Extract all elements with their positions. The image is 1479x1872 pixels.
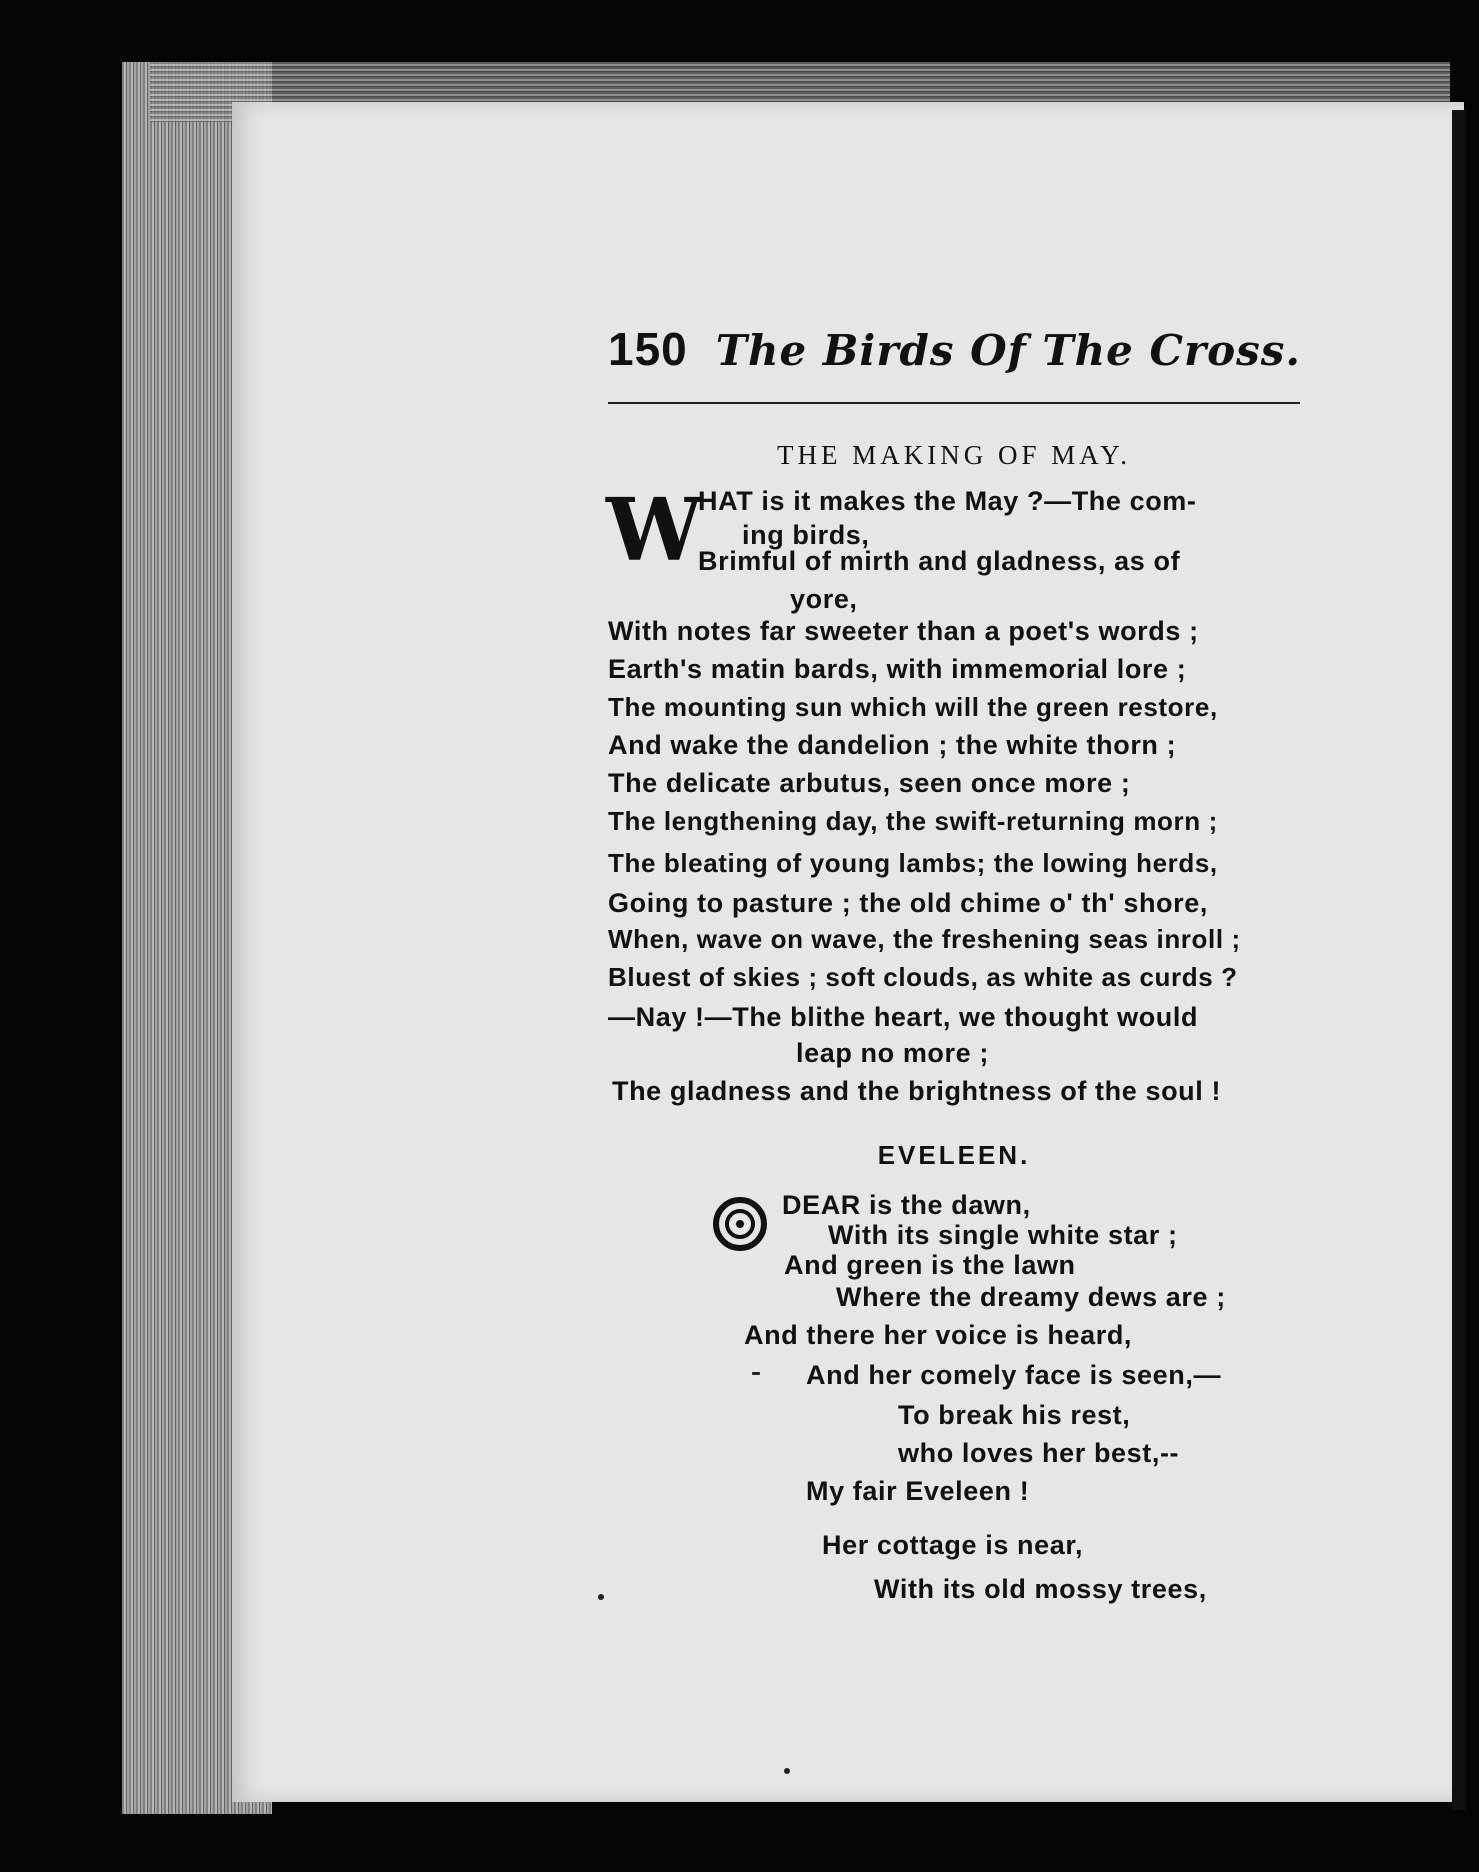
- poem-title-eveleen: EVELEEN.: [877, 1140, 1031, 1170]
- poem-line: The lengthening day, the swift-returning morn ;: [608, 806, 1218, 836]
- print-speck: [752, 1372, 760, 1375]
- drop-cap-w: W: [606, 480, 703, 581]
- poem-line: Earth's matin bards, with immemorial lore ;: [608, 654, 1187, 684]
- poem-line: yore,: [790, 584, 858, 614]
- poem-line: To break his rest,: [898, 1400, 1131, 1430]
- poem-line: And her comely face is seen,—: [806, 1360, 1222, 1390]
- poem-line: leap no more ;: [796, 1038, 989, 1068]
- poem-line: My fair Eveleen !: [806, 1476, 1030, 1506]
- poem-line: who loves her best,--: [898, 1438, 1180, 1468]
- page-number: 150: [608, 323, 688, 375]
- poem-line: With its old mossy trees,: [874, 1574, 1207, 1604]
- poem-line: Where the dreamy dews are ;: [836, 1282, 1226, 1312]
- poem-line: The delicate arbutus, seen once more ;: [608, 768, 1131, 798]
- poem-line: HAT is it makes the May ?—The com-: [698, 486, 1197, 516]
- poem-line: With notes far sweeter than a poet's words ;: [608, 616, 1199, 646]
- poem-line: The gladness and the brightness of the soul !: [612, 1076, 1222, 1106]
- page-header: [608, 322, 1308, 382]
- poem-line: The mounting sun which will the green restore,: [608, 692, 1218, 722]
- poem-line: Her cottage is near,: [822, 1530, 1084, 1560]
- poem-title-making-of-may: THE MAKING OF MAY.: [776, 440, 1132, 470]
- poem-line: ing birds,: [742, 520, 870, 550]
- poem-line: And there her voice is heard,: [744, 1320, 1133, 1350]
- header-rule: [608, 402, 1300, 404]
- poem-line: —Nay !—The blithe heart, we thought would: [608, 1002, 1199, 1032]
- poem-line: Brimful of mirth and gladness, as of: [698, 546, 1181, 576]
- poem-line: When, wave on wave, the freshening seas inroll ;: [608, 924, 1241, 954]
- drop-cap-o-icon: [712, 1196, 768, 1252]
- poem-line: Bluest of skies ; soft clouds, as white as curds ?: [608, 962, 1238, 992]
- print-speck: [784, 1768, 790, 1774]
- print-speck: [598, 1594, 604, 1600]
- poem-line: And green is the lawn: [784, 1250, 1076, 1280]
- poem-line: DEAR is the dawn,: [782, 1190, 1031, 1220]
- poem-line: The bleating of young lambs; the lowing herds,: [608, 848, 1218, 878]
- poem-line: With its single white star ;: [828, 1220, 1178, 1250]
- running-title: The Birds Of The Cross.: [715, 326, 1301, 375]
- poem-line: And wake the dandelion ; the white thorn ;: [608, 730, 1177, 760]
- book-gutter: [1452, 110, 1466, 1810]
- poem-line: Going to pasture ; the old chime o' th' shore,: [608, 888, 1208, 918]
